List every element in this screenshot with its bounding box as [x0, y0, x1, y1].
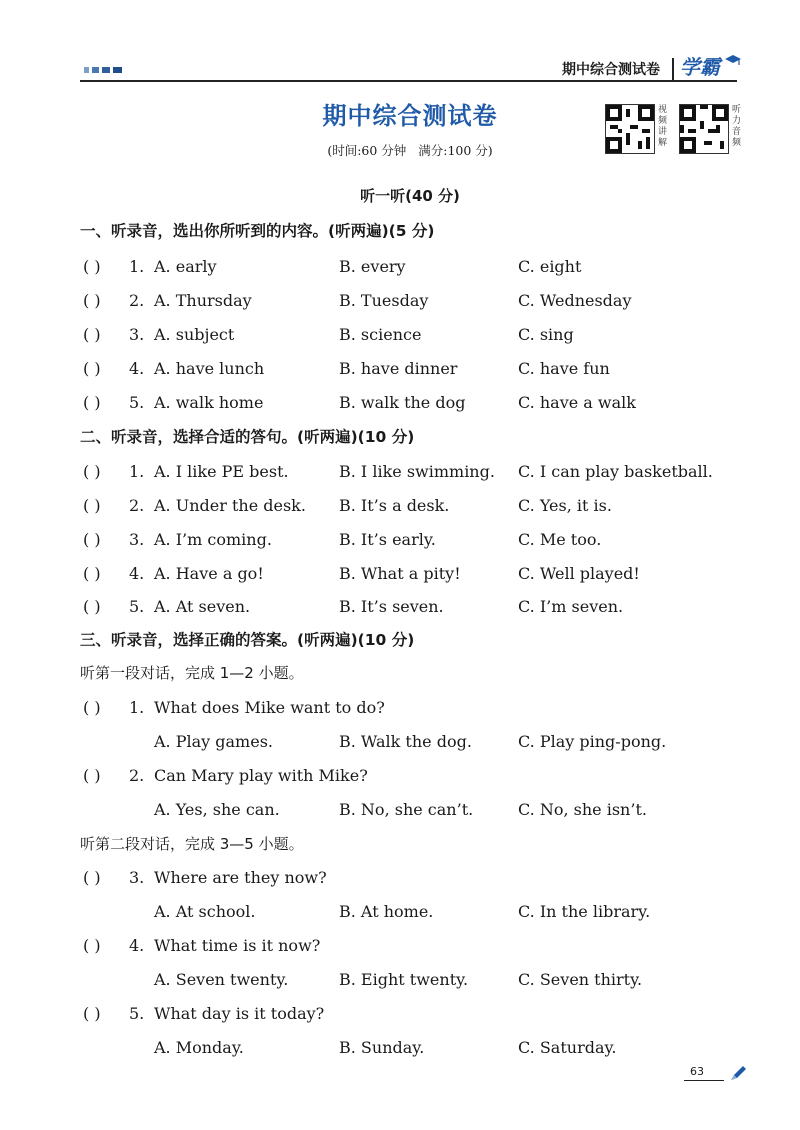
option-b: B. Eight twenty.	[339, 970, 469, 989]
option-a: A. Play games.	[154, 732, 273, 751]
brand-logo: 学霸	[680, 55, 720, 79]
s3-question-4: ( ) 4. What time is it now?	[83, 933, 763, 959]
s1-row-4: ( ) 4. A. have lunch B. have dinner C. have fun	[83, 356, 763, 382]
option-c: C. I’m seven.	[518, 597, 624, 616]
answer-blank[interactable]: ( )	[83, 462, 101, 481]
question-text: Can Mary play with Mike?	[154, 766, 368, 785]
s3-question-1: ( ) 1. What does Mike want to do?	[83, 695, 763, 721]
option-b: B. every	[339, 257, 406, 276]
option-a: A. early	[154, 257, 217, 276]
option-c: C. have fun	[518, 359, 610, 378]
dialog-2-instruction: 听第二段对话，完成 3—5 小题。	[80, 835, 304, 853]
option-a: A. Thursday	[154, 291, 252, 310]
option-c: C. Well played!	[518, 564, 640, 583]
option-a: A. At seven.	[154, 597, 251, 616]
listen-header: 听一听(40 分)	[360, 187, 460, 205]
option-b: B. No, she can’t.	[339, 800, 474, 819]
option-c: C. Play ping-pong.	[518, 732, 667, 751]
s2-row-1: ( ) 1. A. I like PE best. B. I like swimming. C. I can play basketball.	[83, 459, 763, 485]
option-b: B. It’s seven.	[339, 597, 444, 616]
answer-blank[interactable]: ( )	[83, 530, 101, 549]
option-b: B. It’s early.	[339, 530, 436, 549]
answer-blank[interactable]: ( )	[83, 325, 101, 344]
option-b: B. I like swimming.	[339, 462, 495, 481]
option-c: C. I can play basketball.	[518, 462, 713, 481]
footer-rule	[684, 1080, 724, 1081]
option-a: A. walk home	[154, 393, 264, 412]
s2-row-5: ( ) 5. A. At seven. B. It’s seven. C. I’m seven.	[83, 594, 763, 620]
answer-blank[interactable]: ( )	[83, 393, 101, 412]
option-c: C. No, she isn’t.	[518, 800, 647, 819]
option-b: B. walk the dog	[339, 393, 466, 412]
option-a: A. Monday.	[154, 1038, 244, 1057]
s1-row-1: ( ) 1. A. early B. every C. eight	[83, 254, 763, 280]
s3-options-3	[83, 899, 763, 925]
option-c: C. Me too.	[518, 530, 602, 549]
answer-blank[interactable]: ( )	[83, 698, 101, 717]
header-title: 期中综合测试卷	[562, 62, 660, 78]
video-qr-code[interactable]	[605, 104, 655, 154]
option-b: B. At home.	[339, 902, 434, 921]
option-a: A. subject	[154, 325, 235, 344]
answer-blank[interactable]: ( )	[83, 1004, 101, 1023]
s1-row-2: ( ) 2. A. Thursday B. Tuesday C. Wednesday	[83, 288, 763, 314]
pencil-icon	[728, 1064, 748, 1082]
option-c: C. Seven thirty.	[518, 970, 643, 989]
header-divider	[672, 58, 674, 80]
option-a: A. Yes, she can.	[154, 800, 280, 819]
option-a: A. Seven twenty.	[154, 970, 289, 989]
answer-blank[interactable]: ( )	[83, 257, 101, 276]
section-1-title: 一、听录音，选出你所听到的内容。(听两遍)(5 分)	[80, 222, 435, 240]
option-c: C. In the library.	[518, 902, 651, 921]
header-rule	[80, 80, 737, 82]
question-text: What day is it today?	[154, 1004, 325, 1023]
option-a: A. have lunch	[154, 359, 265, 378]
answer-blank[interactable]: ( )	[83, 936, 101, 955]
page-title: 期中综合测试卷	[322, 102, 498, 130]
video-qr-label: 视 频 讲 解	[658, 105, 668, 148]
section-2-title: 二、听录音，选择合适的答句。(听两遍)(10 分)	[80, 428, 415, 446]
option-c: C. Saturday.	[518, 1038, 617, 1057]
s1-row-5: ( ) 5. A. walk home B. walk the dog C. have a walk	[83, 390, 763, 416]
option-c: C. eight	[518, 257, 582, 276]
audio-qr-label: 听 力 音 频	[732, 105, 742, 148]
s3-options-1	[83, 729, 763, 755]
question-text: Where are they now?	[154, 868, 327, 887]
answer-blank[interactable]: ( )	[83, 597, 101, 616]
exam-meta: (时间:60 分钟 满分:100 分)	[327, 143, 493, 158]
answer-blank[interactable]: ( )	[83, 496, 101, 515]
s3-options-4	[83, 967, 763, 993]
page-number: 63	[690, 1065, 704, 1078]
s3-question-5: ( ) 5. What day is it today?	[83, 1001, 763, 1027]
answer-blank[interactable]: ( )	[83, 291, 101, 310]
option-b: B. What a pity!	[339, 564, 461, 583]
section-3-title: 三、听录音，选择正确的答案。(听两遍)(10 分)	[80, 631, 415, 649]
s3-question-2: ( ) 2. Can Mary play with Mike?	[83, 763, 763, 789]
option-b: B. Walk the dog.	[339, 732, 472, 751]
s2-row-4: ( ) 4. A. Have a go! B. What a pity! C. Well played!	[83, 561, 763, 587]
option-b: B. science	[339, 325, 422, 344]
option-b: B. It’s a desk.	[339, 496, 450, 515]
option-c: C. have a walk	[518, 393, 636, 412]
header-squares	[84, 67, 124, 75]
option-a: A. Have a go!	[154, 564, 264, 583]
option-b: B. Tuesday	[339, 291, 429, 310]
option-a: A. Under the desk.	[154, 496, 306, 515]
option-c: C. Yes, it is.	[518, 496, 612, 515]
s3-options-5	[83, 1035, 763, 1061]
answer-blank[interactable]: ( )	[83, 564, 101, 583]
answer-blank[interactable]: ( )	[83, 868, 101, 887]
question-text: What time is it now?	[154, 936, 321, 955]
option-a: A. I like PE best.	[154, 462, 289, 481]
question-text: What does Mike want to do?	[154, 698, 385, 717]
option-c: C. Wednesday	[518, 291, 632, 310]
option-c: C. sing	[518, 325, 574, 344]
s3-options-2	[83, 797, 763, 823]
option-b: B. have dinner	[339, 359, 458, 378]
s1-row-3: ( ) 3. A. subject B. science C. sing	[83, 322, 763, 348]
option-b: B. Sunday.	[339, 1038, 425, 1057]
dialog-1-instruction: 听第一段对话，完成 1—2 小题。	[80, 664, 304, 682]
answer-blank[interactable]: ( )	[83, 766, 101, 785]
option-a: A. At school.	[154, 902, 256, 921]
s2-row-3: ( ) 3. A. I’m coming. B. It’s early. C. Me too.	[83, 527, 763, 553]
answer-blank[interactable]: ( )	[83, 359, 101, 378]
graduation-cap-icon	[725, 52, 741, 64]
s3-question-3: ( ) 3. Where are they now?	[83, 865, 763, 891]
audio-qr-code[interactable]	[679, 104, 729, 154]
option-a: A. I’m coming.	[154, 530, 272, 549]
s2-row-2: ( ) 2. A. Under the desk. B. It’s a desk. C. Yes, it is.	[83, 493, 763, 519]
